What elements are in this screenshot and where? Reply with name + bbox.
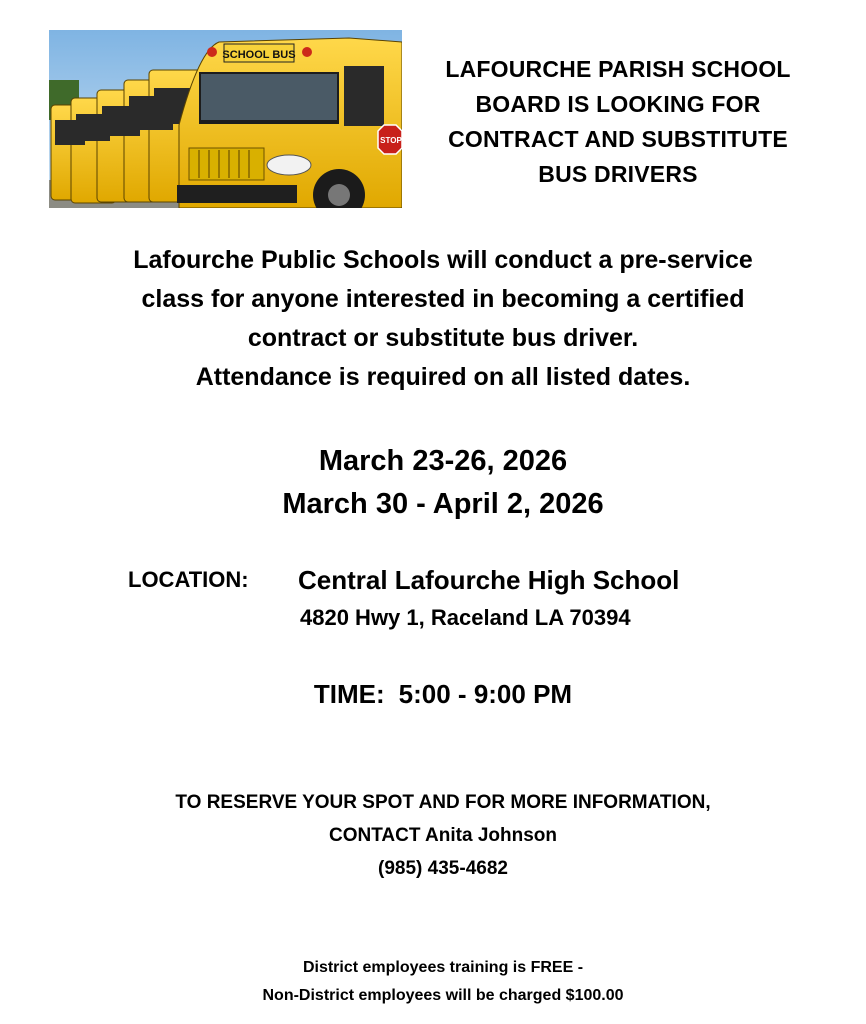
intro-line: Lafourche Public Schools will conduct a pre-service (133, 246, 753, 274)
contact-phone: (985) 435-4682 (378, 858, 508, 879)
class-dates (0, 440, 866, 526)
heading-line: LAFOURCHE PARISH SCHOOL (445, 56, 791, 82)
intro-line: Attendance is required on all listed dates. (195, 363, 691, 391)
date-range: March 30 - April 2, 2026 (282, 488, 604, 520)
footer-line: District employees training is FREE - (302, 959, 584, 976)
time-value: 5:00 - 9:00 PM (398, 679, 573, 709)
contact-info (0, 786, 866, 885)
bus-sign: SCHOOL BUS (222, 49, 296, 61)
contact-name: CONTACT Anita Johnson (329, 825, 557, 846)
time-row (0, 677, 866, 711)
contact-line: TO RESERVE YOUR SPOT AND FOR MORE INFORMATION, (175, 792, 711, 813)
footer-line: Non-District employees will be charged $100.00 (262, 987, 624, 1004)
location-label: LOCATION: (128, 567, 249, 592)
school-buses-photo (49, 30, 402, 208)
heading-line: CONTRACT AND SUBSTITUTE (448, 126, 788, 152)
heading-line: BUS DRIVERS (538, 161, 698, 187)
intro-line: class for anyone interested in becoming a certified (141, 285, 745, 313)
intro-paragraph (20, 241, 866, 397)
date-range: March 23-26, 2026 (318, 445, 568, 477)
intro-line: contract or substitute bus driver. (247, 324, 639, 352)
flyer-heading (408, 52, 828, 192)
location-name: Central Lafourche High School (298, 565, 680, 595)
stop-sign: STOP (380, 136, 402, 145)
pricing-note (0, 954, 866, 1010)
time-label: TIME: (313, 679, 385, 709)
location-address: 4820 Hwy 1, Raceland LA 70394 (300, 605, 631, 630)
heading-line: BOARD IS LOOKING FOR (475, 91, 761, 117)
